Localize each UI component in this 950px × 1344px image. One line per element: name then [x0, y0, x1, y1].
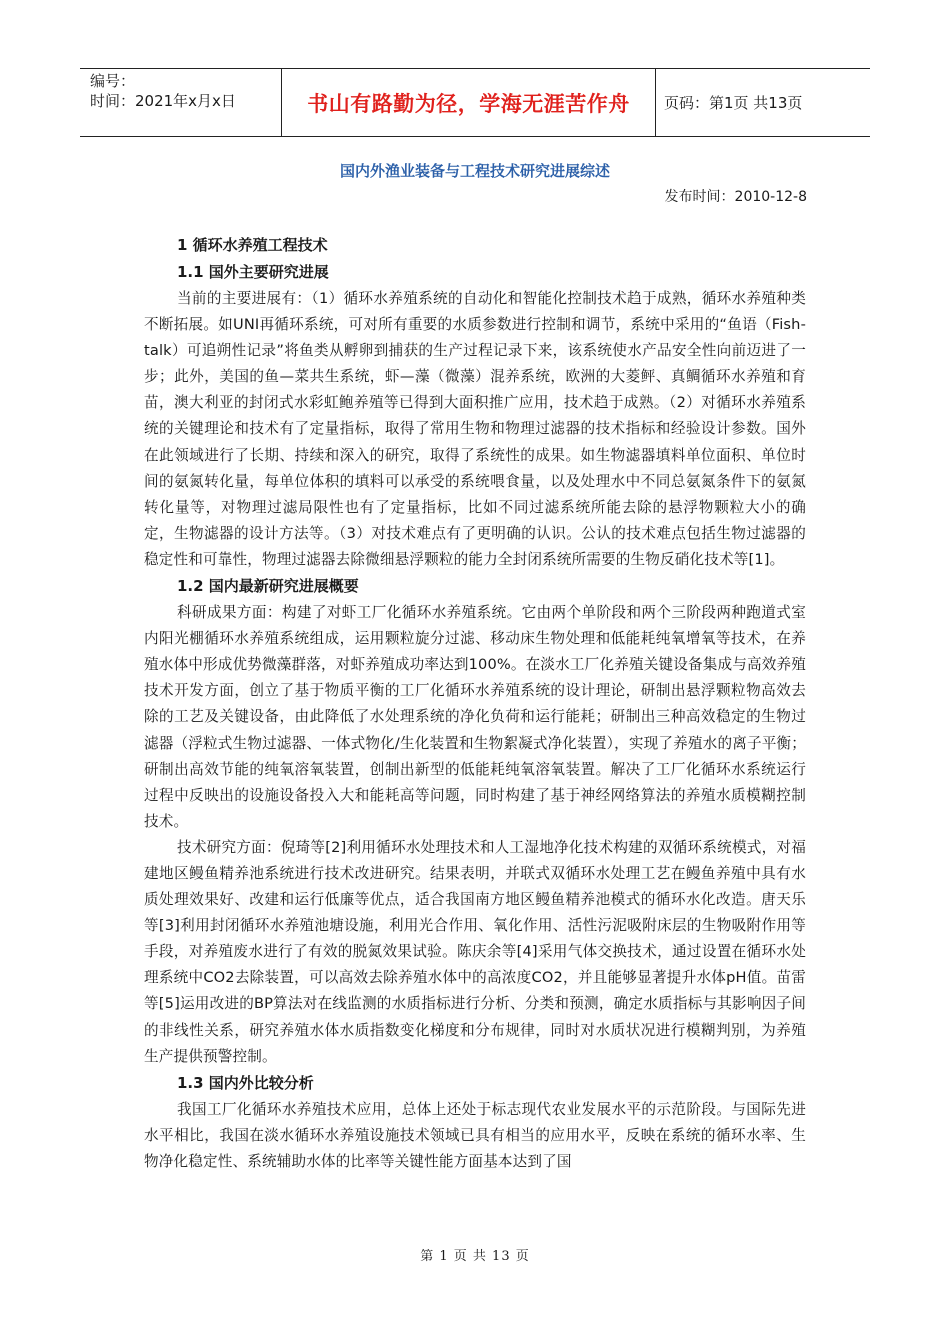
page-footer: 第 1 页 共 13 页 — [420, 1249, 530, 1264]
section-heading-1-3: 1.3 国内外比较分析 — [177, 1073, 314, 1092]
section-heading-1-2: 1.2 国内最新研究进展概要 — [177, 577, 359, 596]
date-label: 时间：2021年x月x日 — [90, 92, 236, 110]
article-body — [144, 232, 806, 1175]
header-page-info: 页码：第1页 共13页 — [664, 94, 803, 112]
paragraph-1-2-a: 科研成果方面：构建了对虾工厂化循环水养殖系统。它由两个单阶段和两个三阶段两种跑道式室内阳光棚循环水养殖系统组成，运用颗粒旋分过滤、移动床生物处理和低能耗纯氧增氧等技术，在养殖水体中形成优势微藻群落，对虾养殖成功率达到100%。在淡水工厂化养殖关键设备集成与高效养殖技术开发方面，创立了基于物质平衡的工厂化循环水养殖系统的设计理论，研制出悬浮颗粒物高效去除的工艺及关键设备，由此降低了水处理系统的净化负荷和运行能耗；研制出三种高效稳定的生物过滤器（浮粒式生物过滤器、一体式物化/生化装置和生物絮凝式净化装置），实现了养殖水的离子平衡；研制出高效节能的纯氧溶氧装置，创制出新型的低能耗纯氧溶氧装置。解决了工厂化循环水系统运行过程中反映出的设施设备投入大和能耗高等问题，同时构建了基于神经网络算法的养殖水质模糊控制技术。 — [144, 604, 806, 830]
section-heading-1: 1 循环水养殖工程技术 — [177, 236, 328, 254]
paragraph-1-1: 当前的主要进展有：（1）循环水养殖系统的自动化和智能化控制技术趋于成熟，循环水养殖种类不断拓展。如UNI再循环系统，可对所有重要的水质参数进行控制和调节，系统中采用的“鱼语（Fish-talk）可追朔性记录”将鱼类从孵卵到捕获的生产过程记录下来，该系统使水产品安全性向前迈进了一步；此外，美国的鱼—菜共生系统，虾—藻（微藻）混养系统，欧洲的大菱鲆、真鲷循环水养殖和育苗，澳大利亚的封闭式水彩虹鲍养殖等已得到大面积推广应用，技术趋于成熟。（2）对循环水养殖系统的关键理论和技术有了定量指标，取得了常用生物和物理过滤器的技术指标和经验设计参数。国外在此领域进行了长期、持续和深入的研究，取得了系统性的成果。如生物滤器填料单位面积、单位时间的氨氮转化量，每单位体积的填料可以承受的系统喂食量，以及处理水中不同总氨氮条件下的氨氮转化量等，对物理过滤局限性也有了定量指标，比如不同过滤系统所能去除的悬浮物颗粒大小的确定，生物滤器的设计方法等。（3）对技术难点有了更明确的认识。公认的技术难点包括生物过滤器的稳定性和可靠性，物理过滤器去除微细悬浮颗粒的能力全封闭系统所需要的生物反硝化技术等[1]。 — [144, 290, 806, 568]
header-table — [80, 68, 870, 137]
number-label: 编号： — [90, 72, 136, 90]
paragraph-1-3: 我国工厂化循环水养殖技术应用，总体上还处于标志现代农业发展水平的示范阶段。与国际先进水平相比，我国在淡水循环水养殖设施技术领域已具有相当的应用水平，反映在系统的循环水率、生物净化稳定性、系统辅助水体的比率等关键性能方面基本达到了国 — [144, 1100, 806, 1170]
article-title: 国内外渔业装备与工程技术研究进展综述 — [339, 162, 610, 180]
publish-date: 发布时间：2010-12-8 — [664, 189, 807, 205]
header-motto: 书山有路勤为径，学海无涯苦作舟 — [282, 69, 656, 136]
header-meta — [80, 69, 282, 136]
section-heading-1-1: 1.1 国外主要研究进展 — [177, 263, 329, 281]
paragraph-1-2-b: 技术研究方面：倪琦等[2]利用循环水处理技术和人工湿地净化技术构建的双循环系统模式，对福建地区鳗鱼精养池系统进行技术改进研究。结果表明，并联式双循环水处理工艺在鳗鱼养殖中具有水质处理效果好、改建和运行低廉等优点，适合我国南方地区鳗鱼精养池模式的循环水化改造。唐天乐等[3]利用封闭循环水养殖池塘设施，利用光合作用、氧化作用、活性污泥吸附床层的生物吸附作用等手段，对养殖废水进行了有效的脱氮效果试验。陈庆余等[4]采用气体交换技术，通过设置在循环水处理系统中CO2去除装置，可以高效去除养殖水体中的高浓度CO2，并且能够显著提升水体pH值。苗雷等[5]运用改进的BP算法对在线监测的水质指标进行分析、分类和预测，确定水质指标与其影响因子间的非线性关系，研究养殖水体水质指数变化梯度和分布规律，同时对水质状况进行模糊判别，为养殖生产提供预警控制。 — [144, 838, 806, 1065]
